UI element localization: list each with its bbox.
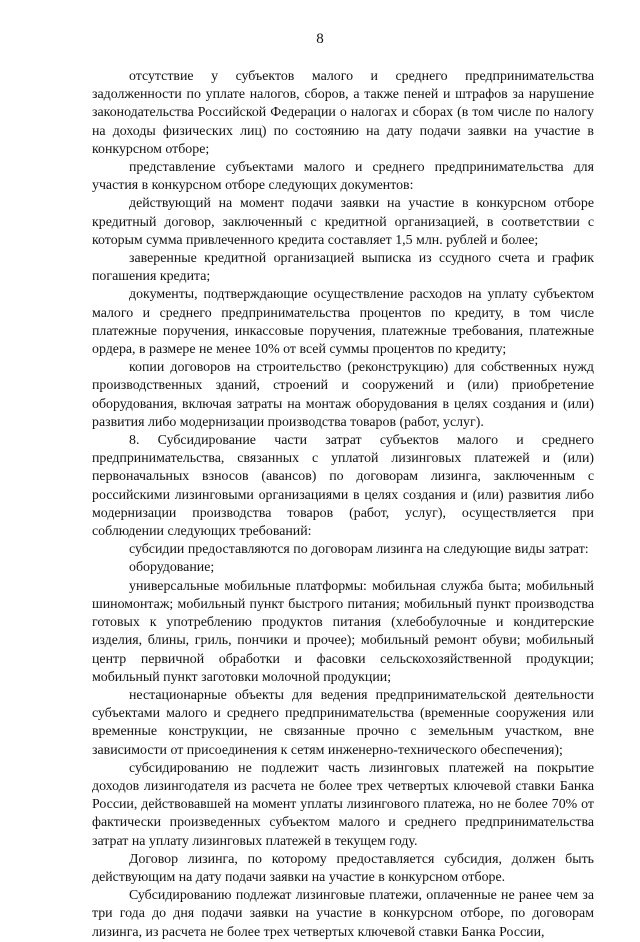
paragraph-leasing-cost-types: субсидии предоставляются по договорам лизинга на следующие виды затрат: [129, 542, 589, 558]
paragraph-tax-arrears: отсутствие у субъектов малого и среднего предпринимательства задолженности по уплате налогов, сборов, а также пеней и штрафов за нарушение законодательства Российской Федерации о налогах и сборах (в том числе по налогу на доходы физических лиц) по состоянию на дату подачи заявки на участие в конкурсном отборе; [92, 69, 594, 157]
paragraph-section-8-leasing: 8. Субсидирование части затрат субъектов малого и среднего предпринимательства, связанных с уплатой лизинговых платежей и (или) первоначальных взносов (авансов) по договорам лизинга, заключенным с российскими лизинговыми организациями в целях создания и (или) развития либо модернизации производства товаров (работ, услуг), осуществляется при соблюдении следующих требований: [92, 433, 594, 540]
paragraph-documents-required: представление субъектами малого и среднего предпринимательства для участия в конкурсном отборе следующих документов: [92, 160, 594, 194]
paragraph-interest-payment-docs: документы, подтверждающие осуществление расходов на уплату субъектом малого и среднего предпринимательства процентов по кредиту, в том числе платежные поручения, инкассовые поручения, платежные требования, платежные ордера, в размере не менее 10% от всей суммы процентов по кредиту; [92, 287, 594, 358]
page-number: 8 [316, 31, 324, 47]
document-body [92, 68, 594, 942]
paragraph-equipment: оборудование; [129, 560, 215, 576]
paragraph-construction-contracts: копии договоров на строительство (реконструкцию) для собственных нужд производственных зданий, строений и сооружений и (или) приобретение оборудования, включая затраты на монтаж оборудования в целях создания и (или) развития либо модернизации производства товаров (работ, услуг). [92, 360, 594, 430]
paragraph-credit-agreement: действующий на момент подачи заявки на участие в конкурсном отборе кредитный договор, заключенный с кредитной организацией, в соответствии с которым сумма привлеченного кредита составляет 1,5 млн. рублей и более; [92, 196, 594, 248]
paragraph-loan-statement: заверенные кредитной организацией выписка из ссудного счета и график погашения кредита; [92, 251, 594, 285]
paragraph-not-subsidized: субсидированию не подлежит часть лизинговых платежей на покрытие доходов лизингодателя из расчета не более трех четвертых ключевой ставки Банка России, действовавшей на момент уплаты лизингового платежа, но не более 70% от фактически произведенных субъектом малого и среднего предпринимательства затрат на уплату лизинговых платежей в текущем году. [92, 760, 594, 849]
paragraph-mobile-platforms: универсальные мобильные платформы: мобильная служба быта; мобильный шиномонтаж; мобильный пункт быстрого питания; мобильный пункт производства готовых к употреблению продуктов питания (хлебобулочные и кондитерские изделия, блины, гриль, пончики и прочее); мобильный ремонт обуви; мобильный центр первичной обработки и фасовки сельскохозяйственной продукции; мобильный пункт заготовки молочной продукции; [92, 578, 594, 685]
paragraph-lease-payments-subsidized: Субсидированию подлежат лизинговые платежи, оплаченные не ранее чем за три года до дня подачи заявки на участие в конкурсном отборе, по договорам лизинга, из расчета не более трех четвертых ключевой ставки Банка России, [92, 888, 594, 940]
paragraph-non-stationary-objects: нестационарные объекты для ведения предпринимательской деятельности субъектами малого и среднего предпринимательства (временные сооружения или временные конструкции, не связанные прочно с земельным участком, вне зависимости от присоединения к сетям инженерно-технического обеспечения); [92, 687, 594, 758]
paragraph-lease-agreement-valid: Договор лизинга, по которому предоставляется субсидия, должен быть действующим на дату подачи заявки на участие в конкурсном отборе. [92, 851, 594, 885]
